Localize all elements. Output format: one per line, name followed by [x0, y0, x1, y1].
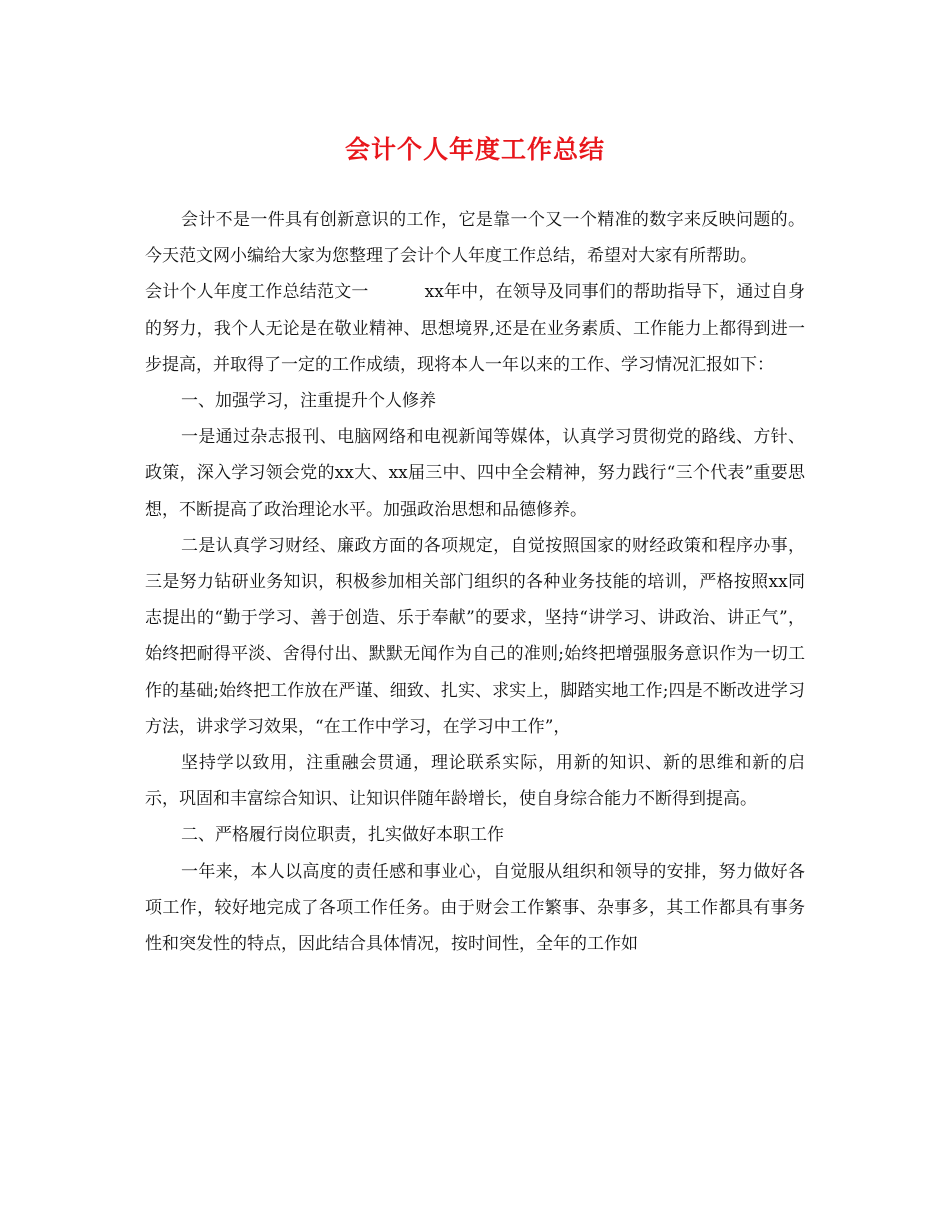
section1-paragraph-1: 一是通过杂志报刊、电脑网络和电视新闻等媒体，认真学习贯彻党的路线、方针、政策，深入学习领会党的xx大、xx届三中、四中全会精神，努力践行“三个代表”重要思想，不断提高了政治理论水平。加强政治思想和品德修养。 — [145, 427, 805, 520]
sample-paragraph — [145, 274, 805, 383]
section1-heading: 一、加强学习，注重提升个人修养 — [181, 391, 436, 412]
sample-heading: 会计个人年度工作总结范文一 — [145, 282, 369, 303]
section1-paragraph-2: 二是认真学习财经、廉政方面的各项规定，自觉按照国家的财经政策和程序办事，三是努力钻研业务知识，积极参加相关部门组织的各种业务技能的培训，严格按照xx同志提出的“勤于学习、善于创造、乐于奉献”的要求，坚持“讲学习、讲政治、讲正气”，始终把耐得平淡、舍得付出、默默无闻作为自己的准则;始终把增强服务意识作为一切工作的基础;始终把工作放在严谨、细致、扎实、求实上，脚踏实地工作;四是不断改进学习方法，讲求学习效果，“在工作中学习，在学习中工作”， — [145, 535, 805, 737]
document-body — [145, 202, 805, 962]
document-title: 会计个人年度工作总结 — [344, 135, 605, 164]
intro-paragraph: 会计不是一件具有创新意识的工作，它是靠一个又一个精准的数字来反映问题的。今天范文网小编给大家为您整理了会计个人年度工作总结，希望对大家有所帮助。 — [145, 210, 805, 267]
section2-paragraph-1: 一年来，本人以高度的责任感和事业心，自觉服从组织和领导的安排，努力做好各项工作，较好地完成了各项工作任务。由于财会工作繁事、杂事多，其工作都具有事务性和突发性的特点，因此结合具体情况，按时间性，全年的工作如 — [145, 861, 805, 955]
section2-heading: 二、严格履行岗位职责，扎实做好本职工作 — [181, 825, 504, 846]
sample-opening: xx年中，在领导及同事们的帮助指导下，通过自身的努力，我个人无论是在敬业精神、思想境界,还是在业务素质、工作能力上都得到进一步提高，并取得了一定的工作成绩，现将本人一年以来的工作、学习情况汇报如下： — [145, 282, 805, 375]
section1-paragraph-3: 坚持学以致用，注重融会贯通，理论联系实际，用新的知识、新的思维和新的启示，巩固和丰富综合知识、让知识伴随年龄增长，使自身综合能力不断得到提高。 — [145, 753, 805, 810]
